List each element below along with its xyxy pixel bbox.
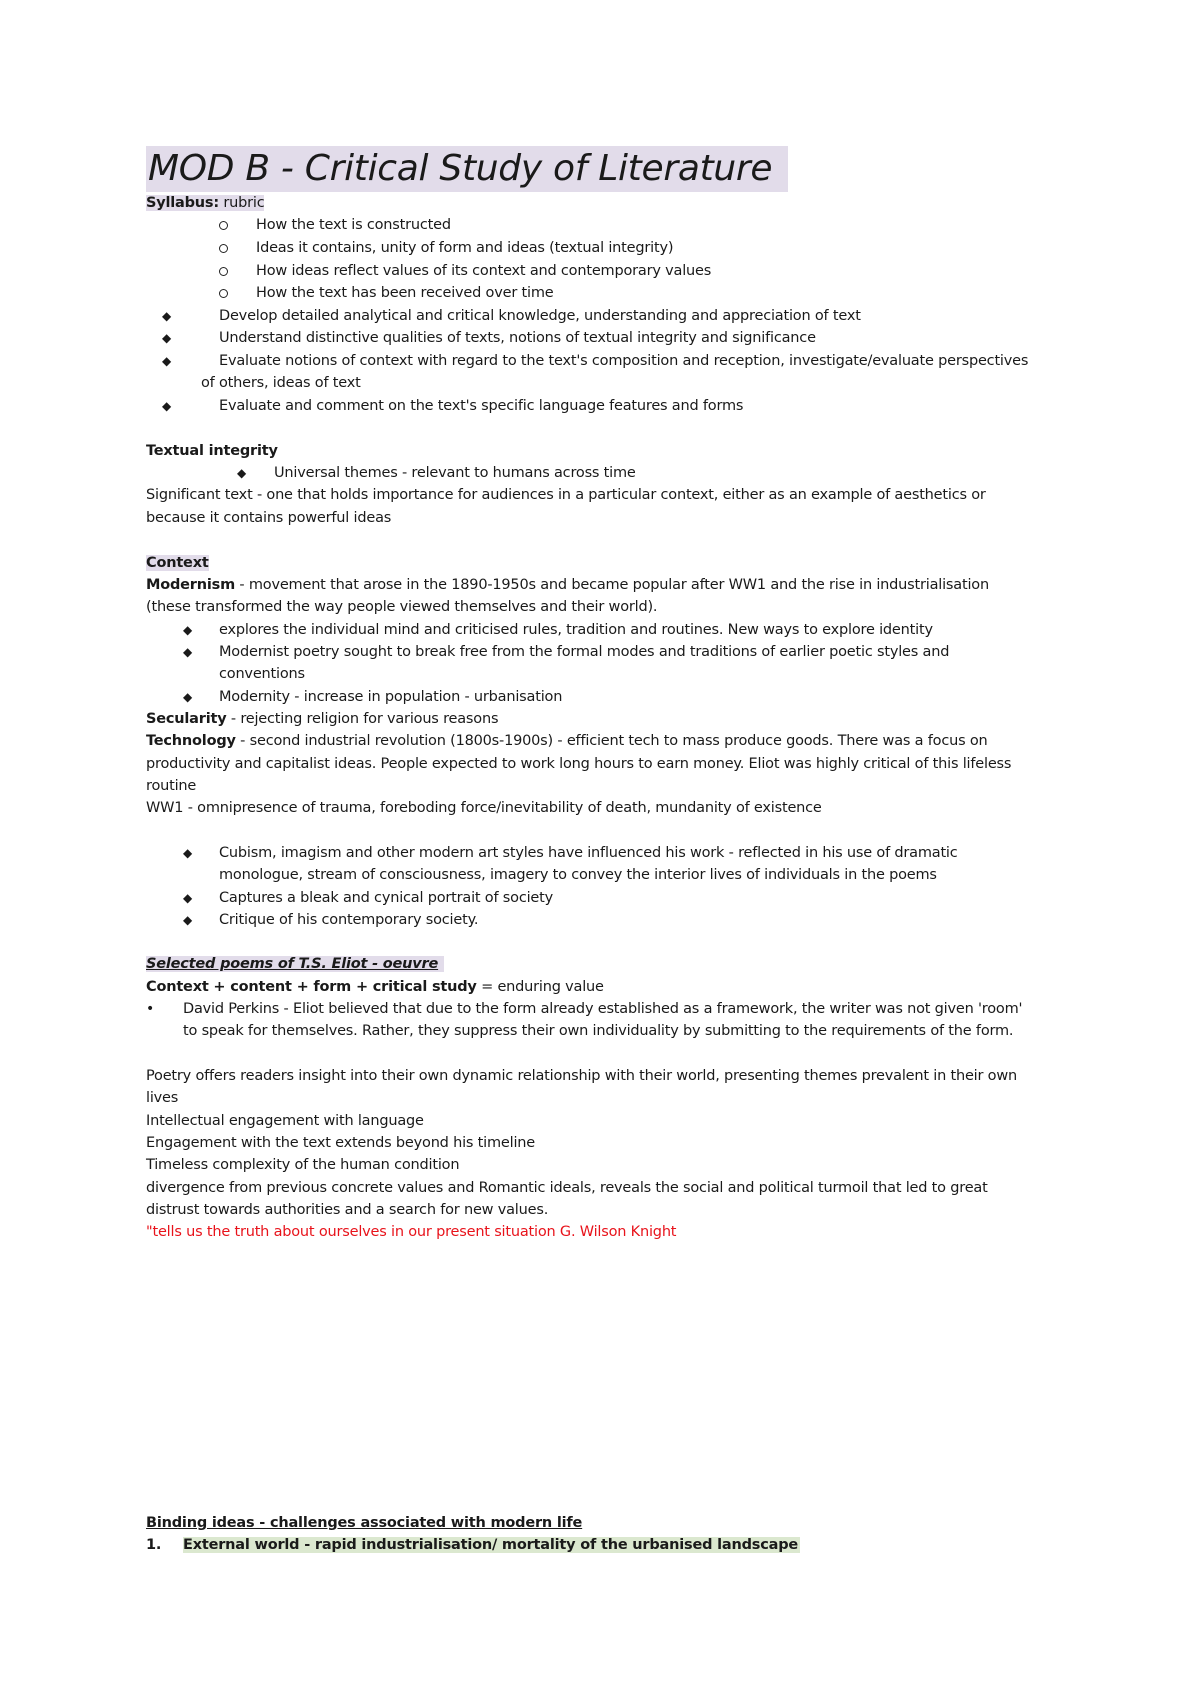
document-title: MOD B - Critical Study of Literature	[146, 146, 788, 192]
diamond-bullet-icon: ◆	[162, 354, 172, 368]
binding-item-text: External world - rapid industrialisation/ mortality of the urbanised landscape	[183, 1537, 799, 1553]
diamond-bullet-icon: ◆	[162, 399, 172, 413]
diamond-bullet-icon: ◆	[183, 846, 193, 860]
syllabus-heading-bold: Syllabus:	[146, 195, 219, 211]
binding-ideas-heading: Binding ideas - challenges associated with modern life	[146, 1515, 583, 1531]
diamond-bullet-icon: ◆	[183, 645, 193, 659]
formula-line	[146, 977, 604, 997]
syllabus-sub-item: How the text has been received over time	[256, 285, 554, 301]
diamond-bullet-icon: ◆	[237, 466, 247, 480]
modernism-line	[146, 575, 989, 595]
syllabus-bullet: Evaluate and comment on the text's specific language features and forms	[219, 398, 744, 414]
poems-heading	[146, 954, 444, 974]
technology-line: productivity and capitalist ideas. People expected to work long hours to earn money. Eliot was highly critical of this lifeless	[146, 756, 1012, 772]
diamond-bullet-icon: ◆	[162, 331, 172, 345]
modernism-bullet: explores the individual mind and criticised rules, tradition and routines. New ways to explore identity	[219, 622, 933, 638]
poetry-line: divergence from previous concrete values and Romantic ideals, reveals the social and political turmoil that led to great	[146, 1180, 988, 1196]
style-bullet: Critique of his contemporary society.	[219, 912, 479, 928]
poetry-line: Engagement with the text extends beyond his timeline	[146, 1135, 536, 1151]
ww1-line: WW1 - omnipresence of trauma, foreboding force/inevitability of death, mundanity of existence	[146, 800, 822, 816]
syllabus-heading-rest: rubric	[218, 195, 265, 211]
bullet-dot-icon: •	[146, 1001, 155, 1017]
perkins-line: David Perkins - Eliot believed that due to the form already established as a framework, the writer was not given 'room'	[183, 1001, 1023, 1017]
syllabus-heading	[146, 193, 264, 213]
modernism-text: - movement that arose in the 1890-1950s and became popular after WW1 and the rise in industrialisation	[235, 577, 989, 593]
circle-bullet-icon	[219, 221, 228, 230]
binding-item-number: 1.	[146, 1537, 162, 1553]
syllabus-bullet-continuation: of others, ideas of text	[201, 375, 361, 391]
diamond-bullet-icon: ◆	[183, 623, 193, 637]
secularity-line	[146, 709, 498, 729]
formula-bold: Context + content + form + critical study	[146, 979, 477, 995]
modernism-line: (these transformed the way people viewed themselves and their world).	[146, 599, 658, 615]
modernism-label: Modernism	[146, 577, 235, 593]
knight-quote: "tells us the truth about ourselves in our present situation G. Wilson Knight	[146, 1224, 677, 1240]
modernism-bullet-continuation: conventions	[219, 666, 305, 682]
significant-text-line: because it contains powerful ideas	[146, 510, 392, 526]
textual-integrity-heading: Textual integrity	[146, 443, 278, 459]
style-bullet-continuation: monologue, stream of consciousness, imagery to convey the interior lives of individuals in the poems	[219, 867, 937, 883]
syllabus-bullet: Develop detailed analytical and critical knowledge, understanding and appreciation of text	[219, 308, 861, 324]
significant-text-line: Significant text - one that holds importance for audiences in a particular context, either as an example of aesthetics or	[146, 487, 986, 503]
syllabus-sub-item: Ideas it contains, unity of form and ideas (textual integrity)	[256, 240, 674, 256]
circle-bullet-icon	[219, 244, 228, 253]
technology-label: Technology	[146, 733, 236, 749]
technology-text: - second industrial revolution (1800s-1900s) - efficient tech to mass produce goods. There was a focus on	[235, 733, 988, 749]
secularity-text: - rejecting religion for various reasons	[226, 711, 499, 727]
syllabus-sub-item: How ideas reflect values of its context and contemporary values	[256, 263, 712, 279]
poetry-line: distrust towards authorities and a search for new values.	[146, 1202, 549, 1218]
poetry-line: Poetry offers readers insight into their own dynamic relationship with their world, presenting themes prevalent in their own	[146, 1068, 1017, 1084]
poetry-line: Intellectual engagement with language	[146, 1113, 424, 1129]
circle-bullet-icon	[219, 267, 228, 276]
poetry-line: Timeless complexity of the human condition	[146, 1157, 460, 1173]
modernism-bullet: Modernist poetry sought to break free from the formal modes and traditions of earlier poetic styles and	[219, 644, 950, 660]
context-heading	[146, 553, 209, 573]
binding-item	[183, 1535, 800, 1555]
secularity-label: Secularity	[146, 711, 227, 727]
diamond-bullet-icon: ◆	[162, 309, 172, 323]
syllabus-bullet: Evaluate notions of context with regard to the text's composition and reception, investigate/evaluate perspectives	[219, 353, 1029, 369]
diamond-bullet-icon: ◆	[183, 891, 193, 905]
poetry-line: lives	[146, 1090, 179, 1106]
circle-bullet-icon	[219, 289, 228, 298]
syllabus-sub-item: How the text is constructed	[256, 217, 451, 233]
style-bullet: Cubism, imagism and other modern art styles have influenced his work - reflected in his use of dramatic	[219, 845, 958, 861]
formula-rest: = enduring value	[476, 979, 604, 995]
technology-line	[146, 731, 988, 751]
textual-integrity-bullet: Universal themes - relevant to humans across time	[274, 465, 636, 481]
perkins-line: to speak for themselves. Rather, they suppress their own individuality by submitting to the requirements of the form.	[183, 1023, 1014, 1039]
poems-heading-text: Selected poems of T.S. Eliot - oeuvre	[146, 956, 444, 972]
diamond-bullet-icon: ◆	[183, 913, 193, 927]
diamond-bullet-icon: ◆	[183, 690, 193, 704]
technology-line: routine	[146, 778, 197, 794]
modernism-bullet: Modernity - increase in population - urbanisation	[219, 689, 563, 705]
context-heading-text: Context	[146, 555, 209, 571]
style-bullet: Captures a bleak and cynical portrait of society	[219, 890, 554, 906]
syllabus-bullet: Understand distinctive qualities of texts, notions of textual integrity and significance	[219, 330, 816, 346]
